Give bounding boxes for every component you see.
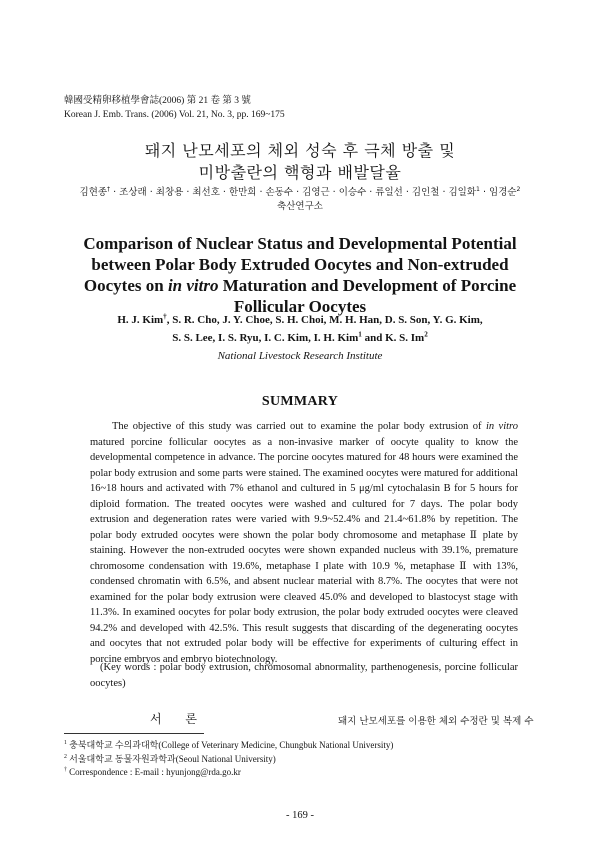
journal-line-korean: 韓國受精卵移植學會誌(2006) 第 21 卷 第 3 號 xyxy=(64,96,251,106)
section-heading-introduction: 서 론 xyxy=(150,712,207,726)
english-authors: H. J. Kim†, S. R. Cho, J. Y. Choe, S. H. Choi, M. H. Han, D. S. Son, Y. G. Kim, S. S. Lee, I. S. Ryu, I. C. Kim, I. H. Kim$^1$ and K. S. Im$^2$ xyxy=(117,312,483,344)
institute: National Livestock Research Institute xyxy=(217,350,383,362)
english-title-line-4: Follicular Oocytes xyxy=(233,297,367,316)
korean-title-line-2: 미방출란의 핵형과 배발달율 xyxy=(198,163,402,182)
footnotes xyxy=(64,739,393,780)
english-title-line-1: Comparison of Nuclear Status and Developmental Potential xyxy=(83,234,517,253)
korean-affiliation: 축산연구소 xyxy=(277,201,323,212)
korean-author-list: 김현종† · 조상래 · 최창용 · 최선호 · 한만희 · 손동수 · 김영근 · 이승수 · 류일선 · 김인철 · 김일화$^1$ · 임경순$^2$ xyxy=(79,185,521,198)
footnote-1: $^1$ 충북대학교 수의과대학(College of Veterinary Medicine, Chungbuk National University) xyxy=(64,740,394,750)
english-title-line-2: between Polar Body Extruded Oocytes and Non-extruded xyxy=(91,255,509,274)
summary-text: The objective of this study was carried out to examine the polar body extrusion of in vitro matured porcine follicular oocytes as a non-invasive marker of oocyte quality to know the developmental competence in advance. The porcine oocytes matured for 48 hours were examined the polar body extrusion and some parts were stained. The examined oocytes were matured for additional 16~18 hours and activated with 7% ethanol and cultured in 5 μg/ml cytochalasin B for 5 hours for diploid formation. The treated oocytes were washed and cultured for 7 days. The polar body extrusion and degeneration rates were varied with 9.9~52.4% and 21.4~61.8% by repetition. The polar body extruded oocytes were shown the polar body chromosome and metaphase Ⅱ plate by staining. However the non-extruded oocytes were shown expanded nucleus with 39.1%, premature chromosome condensation with 19.6%, metaphase I plate with 10.9 %, metaphase Ⅱ with 13%, condensed chromatin with 6.5%, and absent nuclear material with 8.7%. The oocytes that were not examined for the polar body extrusion were cleaved 45.0% and developed to blastocyst stage with 11.3%. In examined oocytes for polar body extrusion, the polar body extruded oocytes were cleaved 94.2% and developed with 42.5%. This result suggests that discarding of the degenerating oocytes and oocytes that not extruded polar body will be effective for experiments of culturing effect in porcine embryos and embryo biotechnology. xyxy=(90,421,519,665)
korean-title xyxy=(0,140,600,184)
korean-authors xyxy=(0,186,600,214)
key-words: (Key words : polar body extrusion, chromosomal abnormality, parthenogenesis, porcine follicular oocytes) xyxy=(90,662,518,689)
journal-citation xyxy=(64,94,285,122)
footnote-2: $^2$ 서울대학교 동물자원과학과(Seoul National University) xyxy=(64,753,276,764)
page-number: - 169 - xyxy=(286,810,314,821)
footnote-correspondence: † Correspondence : E-mail : hyunjong@rda.go.kr xyxy=(64,767,241,777)
korean-title-line-1: 돼지 난모세포의 체외 성숙 후 극체 방출 및 xyxy=(144,141,456,160)
journal-line-english: Korean J. Emb. Trans. (2006) Vol. 21, No. 3, pp. 169~175 xyxy=(64,110,285,120)
english-title xyxy=(60,233,540,317)
right-column-text: 돼지 난모세포를 이용한 체외 수정란 및 복제 수 xyxy=(338,716,534,727)
footnote-divider xyxy=(64,733,204,734)
summary-heading: SUMMARY xyxy=(261,394,339,409)
english-title-line-3: Oocytes on in vitro Maturation and Development of Porcine xyxy=(83,276,517,295)
